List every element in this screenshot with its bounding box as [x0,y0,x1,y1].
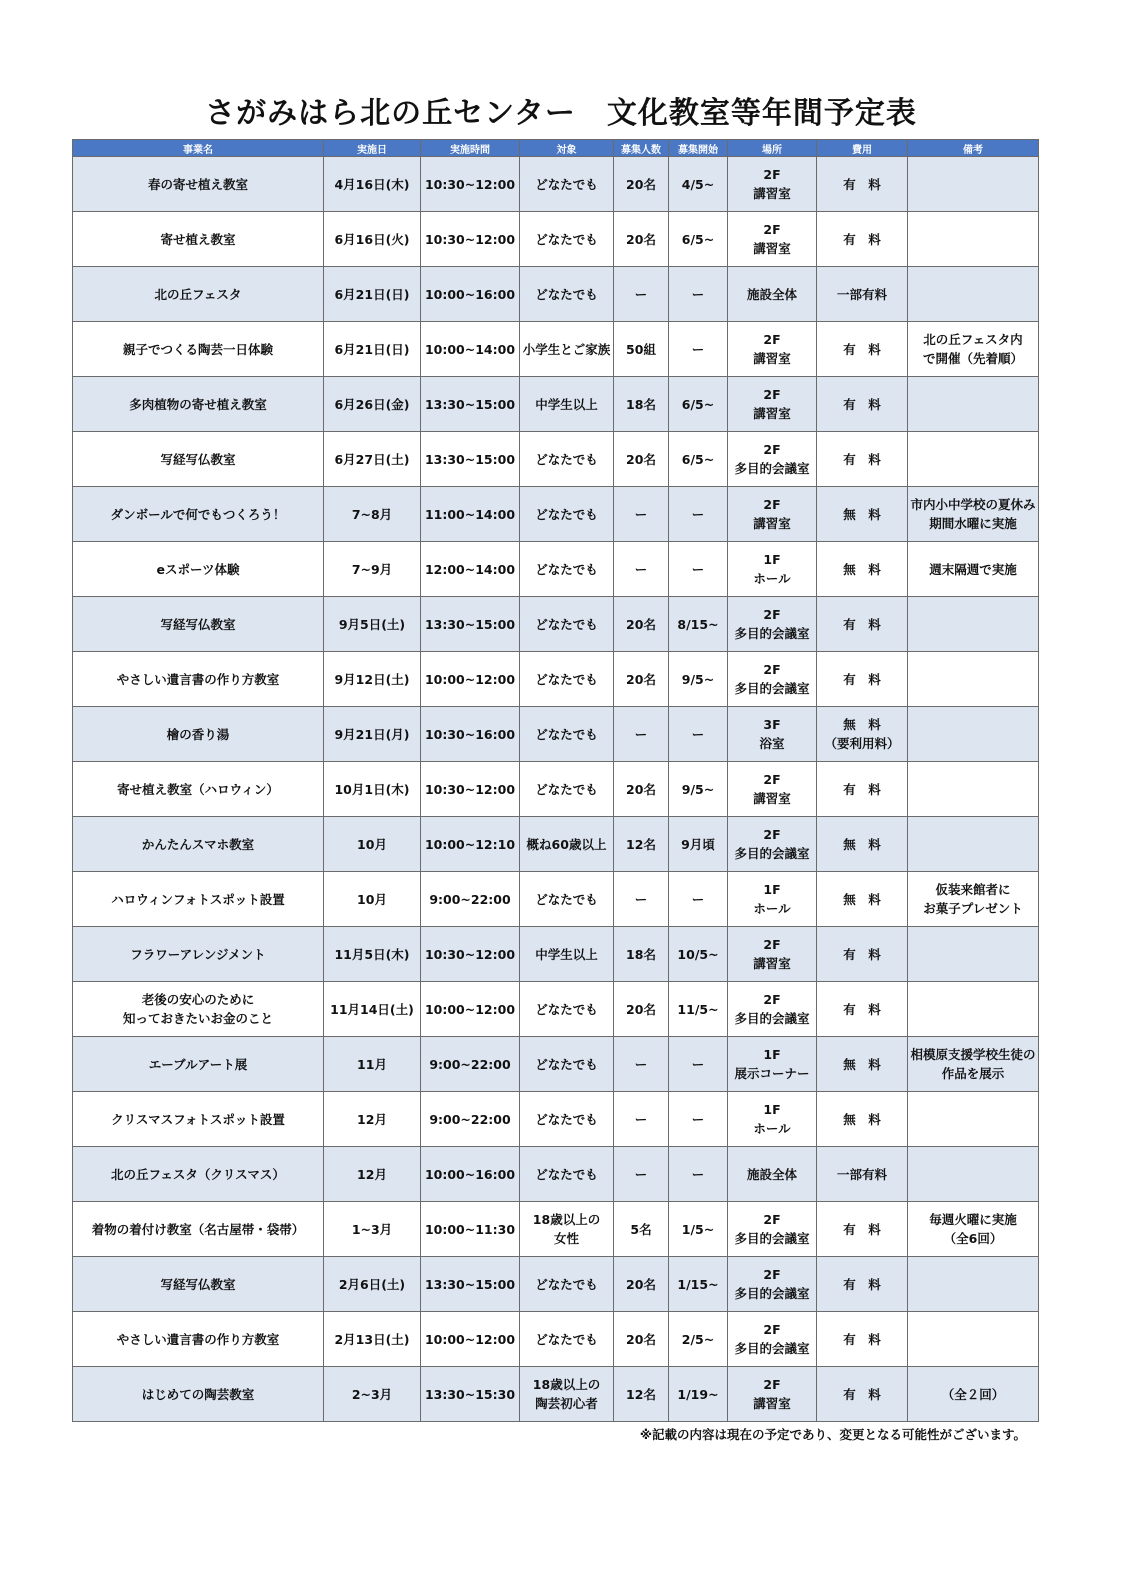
time-cell: 10:30~12:00 [421,157,520,212]
table-row [73,872,1039,927]
target-cell: 18歳以上の 女性 [520,1202,614,1257]
table-row [73,927,1039,982]
header-event-name: 事業名 [73,140,324,157]
notes-cell: （全２回） [908,1367,1039,1422]
time-cell: 10:30~16:00 [421,707,520,762]
time-cell: 10:00~11:30 [421,1202,520,1257]
capacity-cell: 20名 [614,1312,669,1367]
date-cell: 11月14日(土) [324,982,421,1037]
notes-cell: 北の丘フェスタ内 で開催（先着順） [908,322,1039,377]
time-cell: 10:30~12:00 [421,927,520,982]
table-row [73,1202,1039,1257]
application-start-cell: 2/5~ [669,1312,728,1367]
event-name-cell: 写経写仏教室 [73,597,324,652]
notes-cell: 相模原支援学校生徒の 作品を展示 [908,1037,1039,1092]
application-start-cell: 11/5~ [669,982,728,1037]
notes-cell: 週末隔週で実施 [908,542,1039,597]
fee-cell: 有 料 [817,652,908,707]
table-row [73,542,1039,597]
capacity-cell: ー [614,1147,669,1202]
target-cell: どなたでも [520,487,614,542]
place-cell: 2F 多目的会議室 [728,1312,817,1367]
time-cell: 10:00~16:00 [421,267,520,322]
table-row [73,707,1039,762]
target-cell: 概ね60歳以上 [520,817,614,872]
header-notes: 備考 [908,140,1039,157]
table-header-row [73,140,1039,157]
time-cell: 12:00~14:00 [421,542,520,597]
target-cell: どなたでも [520,707,614,762]
fee-cell: 一部有料 [817,267,908,322]
date-cell: 6月26日(金) [324,377,421,432]
time-cell: 10:00~12:00 [421,982,520,1037]
date-cell: 9月5日(土) [324,597,421,652]
target-cell: どなたでも [520,542,614,597]
capacity-cell: 12名 [614,817,669,872]
notes-cell: 毎週火曜に実施 （全6回） [908,1202,1039,1257]
table-row [73,817,1039,872]
application-start-cell: 8/15~ [669,597,728,652]
header-target: 対象 [520,140,614,157]
application-start-cell: ー [669,322,728,377]
fee-cell: 有 料 [817,1257,908,1312]
fee-cell: 無 料 [817,1037,908,1092]
event-name-cell: かんたんスマホ教室 [73,817,324,872]
fee-cell: 有 料 [817,432,908,487]
date-cell: 11月 [324,1037,421,1092]
target-cell: 中学生以上 [520,927,614,982]
capacity-cell: ー [614,267,669,322]
date-cell: 2月13日(土) [324,1312,421,1367]
application-start-cell: ー [669,707,728,762]
place-cell: 2F 講習室 [728,157,817,212]
date-cell: 10月 [324,872,421,927]
time-cell: 10:30~12:00 [421,762,520,817]
capacity-cell: 20名 [614,157,669,212]
fee-cell: 有 料 [817,982,908,1037]
place-cell: 1F ホール [728,872,817,927]
capacity-cell: ー [614,1037,669,1092]
target-cell: どなたでも [520,597,614,652]
application-start-cell: 10/5~ [669,927,728,982]
fee-cell: 有 料 [817,927,908,982]
event-name-cell: 老後の安心のために 知っておきたいお金のこと [73,982,324,1037]
application-start-cell: 1/19~ [669,1367,728,1422]
date-cell: 11月5日(木) [324,927,421,982]
target-cell: どなたでも [520,762,614,817]
fee-cell: 有 料 [817,1367,908,1422]
table-row [73,212,1039,267]
target-cell: どなたでも [520,652,614,707]
application-start-cell: ー [669,1037,728,1092]
fee-cell: 有 料 [817,212,908,267]
application-start-cell: ー [669,542,728,597]
application-start-cell: 9/5~ [669,762,728,817]
header-capacity: 募集人数 [614,140,669,157]
time-cell: 13:30~15:30 [421,1367,520,1422]
place-cell: 施設全体 [728,1147,817,1202]
time-cell: 13:30~15:00 [421,1257,520,1312]
target-cell: どなたでも [520,982,614,1037]
event-name-cell: 北の丘フェスタ（クリスマス） [73,1147,324,1202]
schedule-table [72,139,1039,1422]
place-cell: 2F 多目的会議室 [728,817,817,872]
notes-cell [908,377,1039,432]
table-row [73,762,1039,817]
table-row [73,267,1039,322]
place-cell: 2F 多目的会議室 [728,1202,817,1257]
place-cell: 2F 講習室 [728,212,817,267]
event-name-cell: 寄せ植え教室 [73,212,324,267]
table-row [73,1092,1039,1147]
capacity-cell: 12名 [614,1367,669,1422]
target-cell: どなたでも [520,1312,614,1367]
place-cell: 1F 展示コーナー [728,1037,817,1092]
table-row [73,652,1039,707]
fee-cell: 有 料 [817,322,908,377]
notes-cell [908,597,1039,652]
capacity-cell: 20名 [614,1257,669,1312]
place-cell: 2F 講習室 [728,377,817,432]
target-cell: 中学生以上 [520,377,614,432]
target-cell: どなたでも [520,157,614,212]
table-row [73,597,1039,652]
capacity-cell: 18名 [614,377,669,432]
event-name-cell: クリスマスフォトスポット設置 [73,1092,324,1147]
capacity-cell: ー [614,542,669,597]
event-name-cell: 北の丘フェスタ [73,267,324,322]
place-cell: 施設全体 [728,267,817,322]
target-cell: 小学生とご家族 [520,322,614,377]
place-cell: 1F ホール [728,1092,817,1147]
notes-cell [908,157,1039,212]
capacity-cell: 20名 [614,597,669,652]
event-name-cell: 多肉植物の寄せ植え教室 [73,377,324,432]
date-cell: 9月12日(土) [324,652,421,707]
fee-cell: 一部有料 [817,1147,908,1202]
time-cell: 10:00~12:00 [421,1312,520,1367]
capacity-cell: 20名 [614,982,669,1037]
event-name-cell: 春の寄せ植え教室 [73,157,324,212]
date-cell: 2~3月 [324,1367,421,1422]
place-cell: 2F 講習室 [728,322,817,377]
notes-cell: 仮装来館者に お菓子プレゼント [908,872,1039,927]
notes-cell [908,817,1039,872]
footnote: ※記載の内容は現在の予定であり、変更となる可能性がございます。 [639,1427,1026,1442]
capacity-cell: 20名 [614,432,669,487]
fee-cell: 有 料 [817,157,908,212]
date-cell: 6月27日(土) [324,432,421,487]
place-cell: 2F 講習室 [728,1367,817,1422]
table-row [73,432,1039,487]
event-name-cell: 着物の着付け教室（名古屋帯・袋帯） [73,1202,324,1257]
time-cell: 9:00~22:00 [421,1037,520,1092]
time-cell: 10:30~12:00 [421,212,520,267]
capacity-cell: 20名 [614,652,669,707]
fee-cell: 有 料 [817,1312,908,1367]
place-cell: 2F 多目的会議室 [728,597,817,652]
event-name-cell: やさしい遺言書の作り方教室 [73,1312,324,1367]
table-row [73,322,1039,377]
notes-cell [908,1092,1039,1147]
event-name-cell: やさしい遺言書の作り方教室 [73,652,324,707]
event-name-cell: 檜の香り湯 [73,707,324,762]
target-cell: どなたでも [520,872,614,927]
time-cell: 9:00~22:00 [421,1092,520,1147]
notes-cell [908,762,1039,817]
target-cell: どなたでも [520,267,614,322]
fee-cell: 無 料 [817,542,908,597]
place-cell: 2F 多目的会議室 [728,432,817,487]
application-start-cell: 9/5~ [669,652,728,707]
place-cell: 3F 浴室 [728,707,817,762]
date-cell: 2月6日(土) [324,1257,421,1312]
place-cell: 2F 講習室 [728,762,817,817]
fee-cell: 無 料 [817,817,908,872]
capacity-cell: ー [614,872,669,927]
header-date: 実施日 [324,140,421,157]
header-fee: 費用 [817,140,908,157]
date-cell: 12月 [324,1147,421,1202]
table-row [73,377,1039,432]
table-row [73,1367,1039,1422]
application-start-cell: ー [669,872,728,927]
event-name-cell: 写経写仏教室 [73,1257,324,1312]
date-cell: 6月21日(日) [324,322,421,377]
time-cell: 10:00~12:00 [421,652,520,707]
place-cell: 2F 講習室 [728,487,817,542]
notes-cell [908,927,1039,982]
place-cell: 2F 多目的会議室 [728,1257,817,1312]
event-name-cell: eスポーツ体験 [73,542,324,597]
event-name-cell: ダンボールで何でもつくろう！ [73,487,324,542]
application-start-cell: ー [669,1147,728,1202]
application-start-cell: 6/5~ [669,212,728,267]
notes-cell [908,652,1039,707]
place-cell: 1F ホール [728,542,817,597]
table-row [73,487,1039,542]
time-cell: 11:00~14:00 [421,487,520,542]
date-cell: 6月21日(日) [324,267,421,322]
date-cell: 10月1日(木) [324,762,421,817]
event-name-cell: エーブルアート展 [73,1037,324,1092]
time-cell: 10:00~16:00 [421,1147,520,1202]
table-row [73,1257,1039,1312]
target-cell: どなたでも [520,212,614,267]
capacity-cell: 18名 [614,927,669,982]
application-start-cell: 1/5~ [669,1202,728,1257]
fee-cell: 無 料 [817,1092,908,1147]
time-cell: 13:30~15:00 [421,432,520,487]
date-cell: 7~8月 [324,487,421,542]
target-cell: どなたでも [520,1257,614,1312]
date-cell: 1~3月 [324,1202,421,1257]
place-cell: 2F 多目的会議室 [728,982,817,1037]
time-cell: 13:30~15:00 [421,377,520,432]
fee-cell: 有 料 [817,1202,908,1257]
capacity-cell: 20名 [614,762,669,817]
table-row [73,1147,1039,1202]
table-row [73,1037,1039,1092]
event-name-cell: ハロウィンフォトスポット設置 [73,872,324,927]
application-start-cell: ー [669,1092,728,1147]
target-cell: どなたでも [520,432,614,487]
date-cell: 9月21日(月) [324,707,421,762]
target-cell: どなたでも [520,1092,614,1147]
capacity-cell: ー [614,707,669,762]
notes-cell [908,1312,1039,1367]
capacity-cell: 5名 [614,1202,669,1257]
notes-cell [908,982,1039,1037]
notes-cell [908,432,1039,487]
application-start-cell: ー [669,487,728,542]
header-time: 実施時間 [421,140,520,157]
notes-cell: 市内小中学校の夏休み 期間水曜に実施 [908,487,1039,542]
application-start-cell: 9月頃 [669,817,728,872]
page-title: さがみはら北の丘センター 文化教室等年間予定表 [205,96,917,131]
table-row [73,157,1039,212]
place-cell: 2F 多目的会議室 [728,652,817,707]
fee-cell: 有 料 [817,377,908,432]
date-cell: 7~9月 [324,542,421,597]
application-start-cell: 6/5~ [669,377,728,432]
date-cell: 4月16日(木) [324,157,421,212]
table-row [73,982,1039,1037]
event-name-cell: はじめての陶芸教室 [73,1367,324,1422]
header-application-start: 募集開始 [669,140,728,157]
date-cell: 6月16日(火) [324,212,421,267]
date-cell: 10月 [324,817,421,872]
table-row [73,1312,1039,1367]
fee-cell: 有 料 [817,597,908,652]
date-cell: 12月 [324,1092,421,1147]
target-cell: どなたでも [520,1147,614,1202]
fee-cell: 無 料 （要利用料） [817,707,908,762]
notes-cell [908,1257,1039,1312]
header-place: 場所 [728,140,817,157]
time-cell: 13:30~15:00 [421,597,520,652]
place-cell: 2F 講習室 [728,927,817,982]
event-name-cell: フラワーアレンジメント [73,927,324,982]
capacity-cell: 50組 [614,322,669,377]
notes-cell [908,1147,1039,1202]
target-cell: 18歳以上の 陶芸初心者 [520,1367,614,1422]
event-name-cell: 寄せ植え教室（ハロウィン） [73,762,324,817]
notes-cell [908,212,1039,267]
capacity-cell: ー [614,1092,669,1147]
event-name-cell: 写経写仏教室 [73,432,324,487]
capacity-cell: 20名 [614,212,669,267]
application-start-cell: 4/5~ [669,157,728,212]
application-start-cell: 6/5~ [669,432,728,487]
application-start-cell: ー [669,267,728,322]
notes-cell [908,707,1039,762]
application-start-cell: 1/15~ [669,1257,728,1312]
event-name-cell: 親子でつくる陶芸一日体験 [73,322,324,377]
fee-cell: 有 料 [817,762,908,817]
target-cell: どなたでも [520,1037,614,1092]
fee-cell: 無 料 [817,487,908,542]
time-cell: 10:00~14:00 [421,322,520,377]
time-cell: 9:00~22:00 [421,872,520,927]
fee-cell: 無 料 [817,872,908,927]
time-cell: 10:00~12:10 [421,817,520,872]
capacity-cell: ー [614,487,669,542]
notes-cell [908,267,1039,322]
